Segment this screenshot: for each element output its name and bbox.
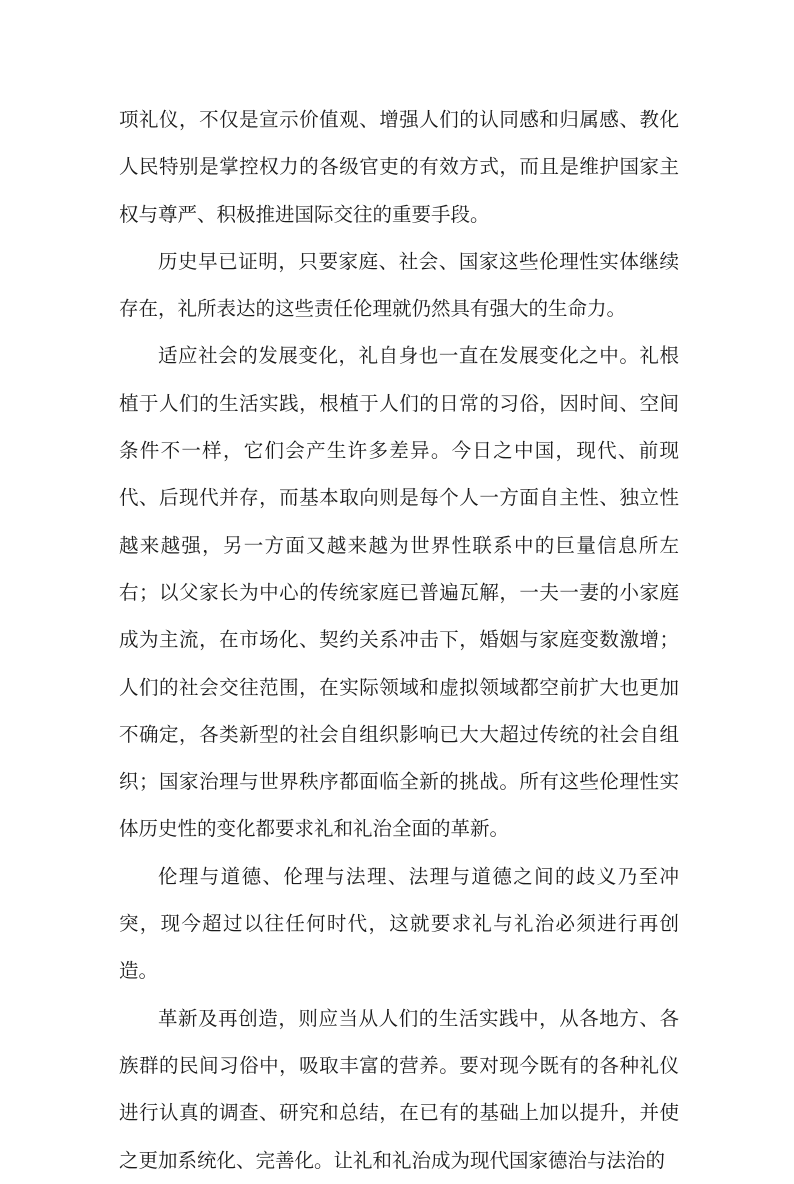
paragraph-2: 历史早已证明，只要家庭、社会、国家这些伦理性实体继续存在，礼所表达的这些责任伦理就仍然具有强大的生命力。 <box>119 249 679 321</box>
document-body <box>119 96 679 1184</box>
paragraph-1: 项礼仪，不仅是宣示价值观、增强人们的认同感和归属感、教化人民特别是掌控权力的各级官吏的有效方式，而且是维护国家主权与尊严、积极推进国际交往的重要手段。 <box>119 108 679 226</box>
paragraph-5: 革新及再创造，则应当从人们的生活实践中，从各地方、各族群的民间习俗中，吸取丰富的营养。要对现今既有的各种礼仪进行认真的调查、研究和总结，在已有的基础上加以提升，并使之更加系统化、完善化。让礼和礼治成为现代国家德治与法治的 <box>119 1006 679 1172</box>
paragraph-4: 伦理与道德、伦理与法理、法理与道德之间的歧义乃至冲突，现今超过以往任何时代，这就要求礼与礼治必须进行再创造。 <box>119 864 679 983</box>
paragraph-3: 适应社会的发展变化，礼自身也一直在发展变化之中。礼根植于人们的生活实践，根植于人们的日常的习俗，因时间、空间条件不一样，它们会产生许多差异。今日之中国，现代、前现代、后现代并存，而基本取向则是每个人一方面自主性、独立性越来越强，另一方面又越来越为世界性联系中的巨量信息所左右；以父家长为中心的传统家庭已普遍瓦解，一夫一妻的小家庭成为主流，在市场化、契约关系冲击下，婚姻与家庭变数激增；人们的社会交往范围，在实际领域和虚拟领域都空前扩大也更加不确定，各类新型的社会自组织影响已大大超过传统的社会自组织；国家治理与世界秩序都面临全新的挑战。所有这些伦理性实体历史性的变化都要求礼和礼治全面的革新。 <box>119 344 679 841</box>
